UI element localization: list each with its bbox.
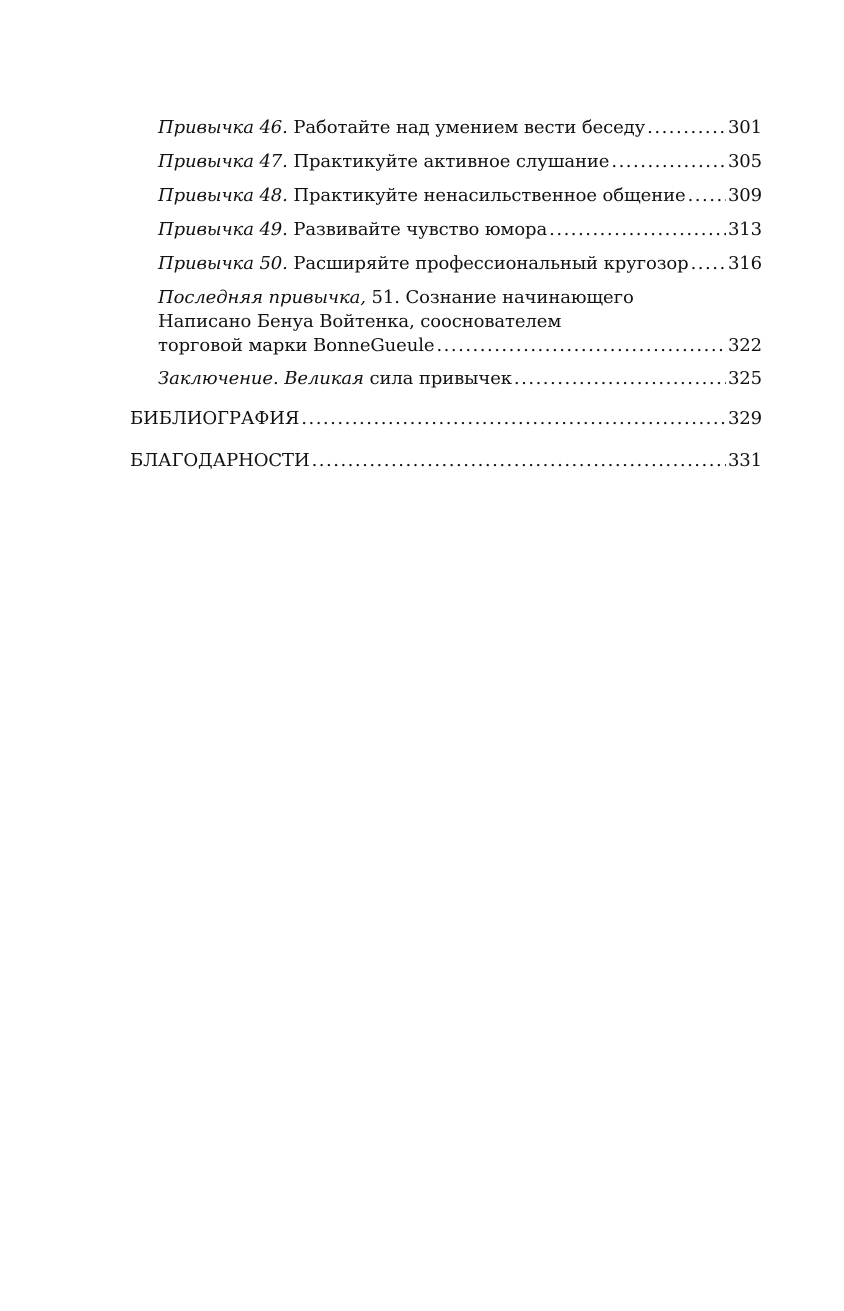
dot-leader — [549, 218, 726, 242]
toc-entry-acknowledgements[interactable] — [130, 449, 762, 473]
dot-leader — [514, 367, 726, 391]
toc-page-number: 301 — [727, 117, 762, 138]
toc-entry-prefix: Привычка 46. — [158, 117, 288, 138]
dot-leader — [611, 150, 726, 174]
toc-entry-conclusion[interactable] — [130, 367, 762, 391]
toc-entry-habit-48[interactable] — [130, 184, 762, 208]
toc-entry-prefix: Последняя привычка, — [158, 287, 366, 308]
toc-entry-text: Работайте над умением вести беседу — [293, 117, 646, 138]
dot-leader — [436, 334, 726, 358]
toc-entry-text: Практикуйте активное слушание — [293, 151, 610, 172]
toc-entry-habit-50[interactable] — [130, 252, 762, 276]
toc-entry-text: Развивайте чувство юмора — [293, 219, 548, 240]
toc-entry-habit-46[interactable] — [130, 116, 762, 140]
toc-entry-prefix: Привычка 48. — [158, 185, 288, 206]
toc-entry-title — [158, 218, 547, 242]
toc-entry-habit-47[interactable] — [130, 150, 762, 174]
toc-page-number: 305 — [727, 151, 762, 172]
toc-page-number: 325 — [727, 368, 762, 389]
toc-entry-prefix: Привычка 49. — [158, 219, 288, 240]
toc-page-number: 316 — [727, 253, 762, 274]
dot-leader — [647, 116, 726, 140]
toc-entry-title — [158, 252, 689, 276]
toc-entry-title — [158, 150, 609, 174]
toc-entry-prefix: Привычка 47. — [158, 151, 288, 172]
toc-entry-text: 51. Сознание начинающего — [371, 287, 634, 308]
toc-entry-title: БЛАГОДАРНОСТИ — [130, 450, 310, 471]
toc-entry-line-2: Написано Бенуа Войтенка, сооснователем — [158, 311, 562, 332]
toc-entry-text: Расширяйте профессиональный кругозор — [293, 253, 689, 274]
dot-leader — [691, 252, 726, 276]
dot-leader — [688, 184, 726, 208]
table-of-contents — [130, 116, 762, 491]
toc-entry-title — [158, 116, 645, 140]
toc-entry-title — [158, 367, 512, 391]
dot-leader — [301, 407, 726, 431]
toc-entry-line-3 — [158, 334, 762, 358]
toc-page-number: 331 — [727, 450, 762, 471]
toc-entry-text: Практикуйте ненасильственное общение — [293, 185, 686, 206]
dot-leader — [312, 449, 726, 473]
toc-entry-last-habit[interactable] — [130, 286, 762, 358]
toc-entry-prefix: Заключение. Великая — [158, 368, 364, 389]
toc-entry-text: сила привычек — [369, 368, 512, 389]
toc-entry-text: торговой марки BonneGueule — [158, 335, 435, 356]
toc-entry-bibliography[interactable] — [130, 407, 762, 431]
toc-page-number: 313 — [727, 219, 762, 240]
toc-page-number: 309 — [727, 185, 762, 206]
toc-entry-line-1 — [158, 286, 762, 310]
toc-page-number: 329 — [727, 408, 762, 429]
toc-entry-prefix: Привычка 50. — [158, 253, 288, 274]
toc-entry-habit-49[interactable] — [130, 218, 762, 242]
toc-page-number: 322 — [727, 335, 762, 356]
toc-entry-title: БИБЛИОГРАФИЯ — [130, 408, 300, 429]
toc-entry-title — [158, 184, 686, 208]
